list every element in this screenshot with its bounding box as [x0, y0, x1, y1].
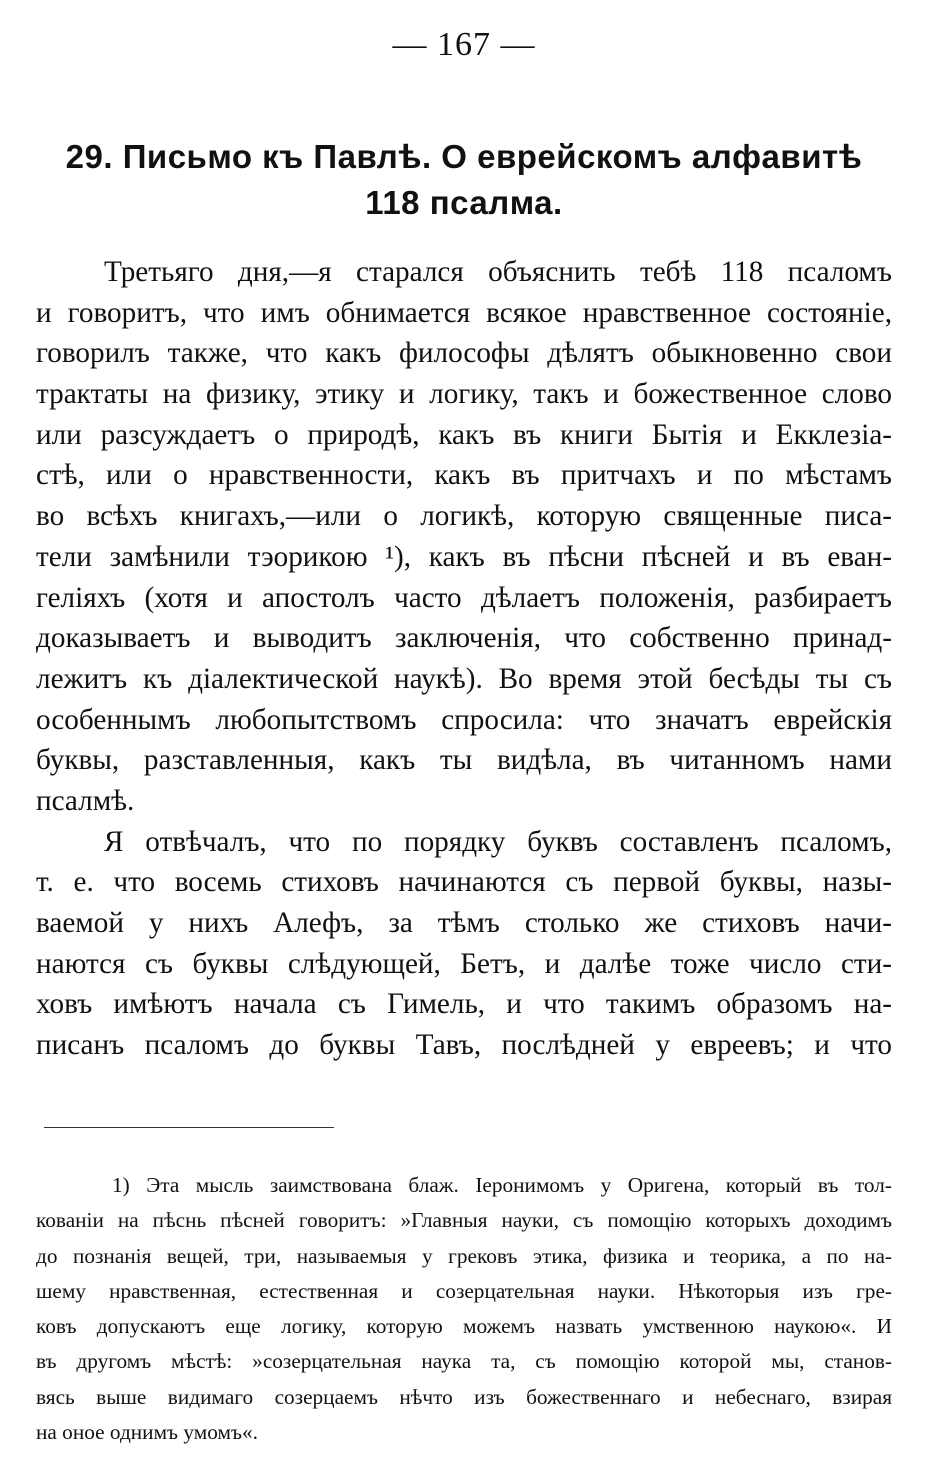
- chapter-title: [36, 134, 892, 226]
- footnote-line: 1) Эта мысль заимствована блаж. Іеронимомъ у Оригена, который въ тол-: [112, 1173, 892, 1197]
- text-line: или разсуждаетъ о природѣ, какъ въ книги Бытія и Екклезіа-: [36, 418, 892, 451]
- text-line: геліяхъ (хотя и апостолъ часто дѣлаетъ положенія, разбираетъ: [36, 581, 892, 614]
- footnote: [36, 1168, 892, 1450]
- text-line: Я отвѣчалъ, что по порядку буквъ составленъ псаломъ,: [104, 825, 892, 858]
- footnote-line: въ другомъ мѣстѣ: »созерцательная наука та, съ помощію которой мы, станов-: [36, 1349, 892, 1374]
- text-line: стѣ, или о нравственности, какъ въ притчахъ и по мѣстамъ: [36, 459, 892, 492]
- text-line: особеннымъ любопытствомъ спросила: что значатъ еврейскія: [36, 703, 892, 736]
- text-line: Третьяго дня,—я старался объяснить тебѣ 118 псаломъ: [104, 256, 892, 288]
- text-line: писанъ псаломъ до буквы Тавъ, послѣдней у евреевъ; и что: [36, 1029, 892, 1062]
- footnote-line: вясь выше видимаго созерцаемъ нѣчто изъ божественнаго и небеснаго, взирая: [36, 1384, 892, 1409]
- text-line: доказываетъ и выводитъ заключенія, что собственно принад-: [36, 622, 892, 655]
- footnote-line: шему нравственная, естественная и созерцательная науки. Нѣкоторыя изъ гре-: [36, 1278, 892, 1303]
- text-line: буквы, разставленныя, какъ ты видѣла, въ читанномъ нами: [36, 744, 892, 777]
- text-line: наются съ буквы слѣдующей, Бетъ, и далѣе тоже число сти-: [36, 947, 892, 980]
- text-line: трактаты на физику, этику и логику, такъ и божественное слово: [36, 378, 892, 411]
- footnote-line: до познанія вещей, три, называемыя у грековъ этика, физика и теорика, а по на-: [36, 1243, 892, 1268]
- text-line: говорилъ также, что какъ философы дѣлятъ обыкновенно свои: [36, 337, 892, 370]
- text-line: тели замѣнили тэорикою ¹), какъ въ пѣсни пѣсней и въ еван-: [36, 540, 892, 573]
- text-line: и говоритъ, что имъ обнимается всякое нравственное состояніе,: [36, 296, 892, 329]
- page-number: — 167 —: [392, 26, 536, 63]
- chapter-title-line-2: 118 псалма.: [365, 184, 563, 221]
- text-line: лежитъ къ діалектической наукѣ). Во время этой бесѣды ты съ: [36, 662, 892, 695]
- footnote-line: ковъ допускаютъ еще логику, которую можемъ назвать умственною наукою«. И: [36, 1314, 892, 1339]
- text-line: ваемой у нихъ Алефъ, за тѣмъ столько же стиховъ начи-: [36, 907, 892, 939]
- text-line: во всѣхъ книгахъ,—или о логикѣ, которую священные писа-: [36, 500, 892, 533]
- book-page: [36, 0, 892, 1467]
- main-text: [36, 252, 892, 1066]
- footnote-line: на оное однимъ умомъ«.: [36, 1420, 258, 1445]
- text-line: ховъ имѣютъ начала съ Гимель, и что такимъ образомъ на-: [36, 988, 892, 1021]
- text-line: псалмѣ.: [36, 784, 135, 817]
- footnote-line: кованіи на пѣснь пѣсней говоритъ: »Главныя науки, съ помощію которыхъ доходимъ: [36, 1208, 892, 1233]
- text-line: т. е. что восемь стиховъ начинаются съ первой буквы, назы-: [36, 866, 892, 899]
- footnote-divider: [44, 1127, 334, 1128]
- chapter-title-line-1: 29. Письмо къ Павлѣ. О еврейскомъ алфавитѣ: [65, 138, 863, 175]
